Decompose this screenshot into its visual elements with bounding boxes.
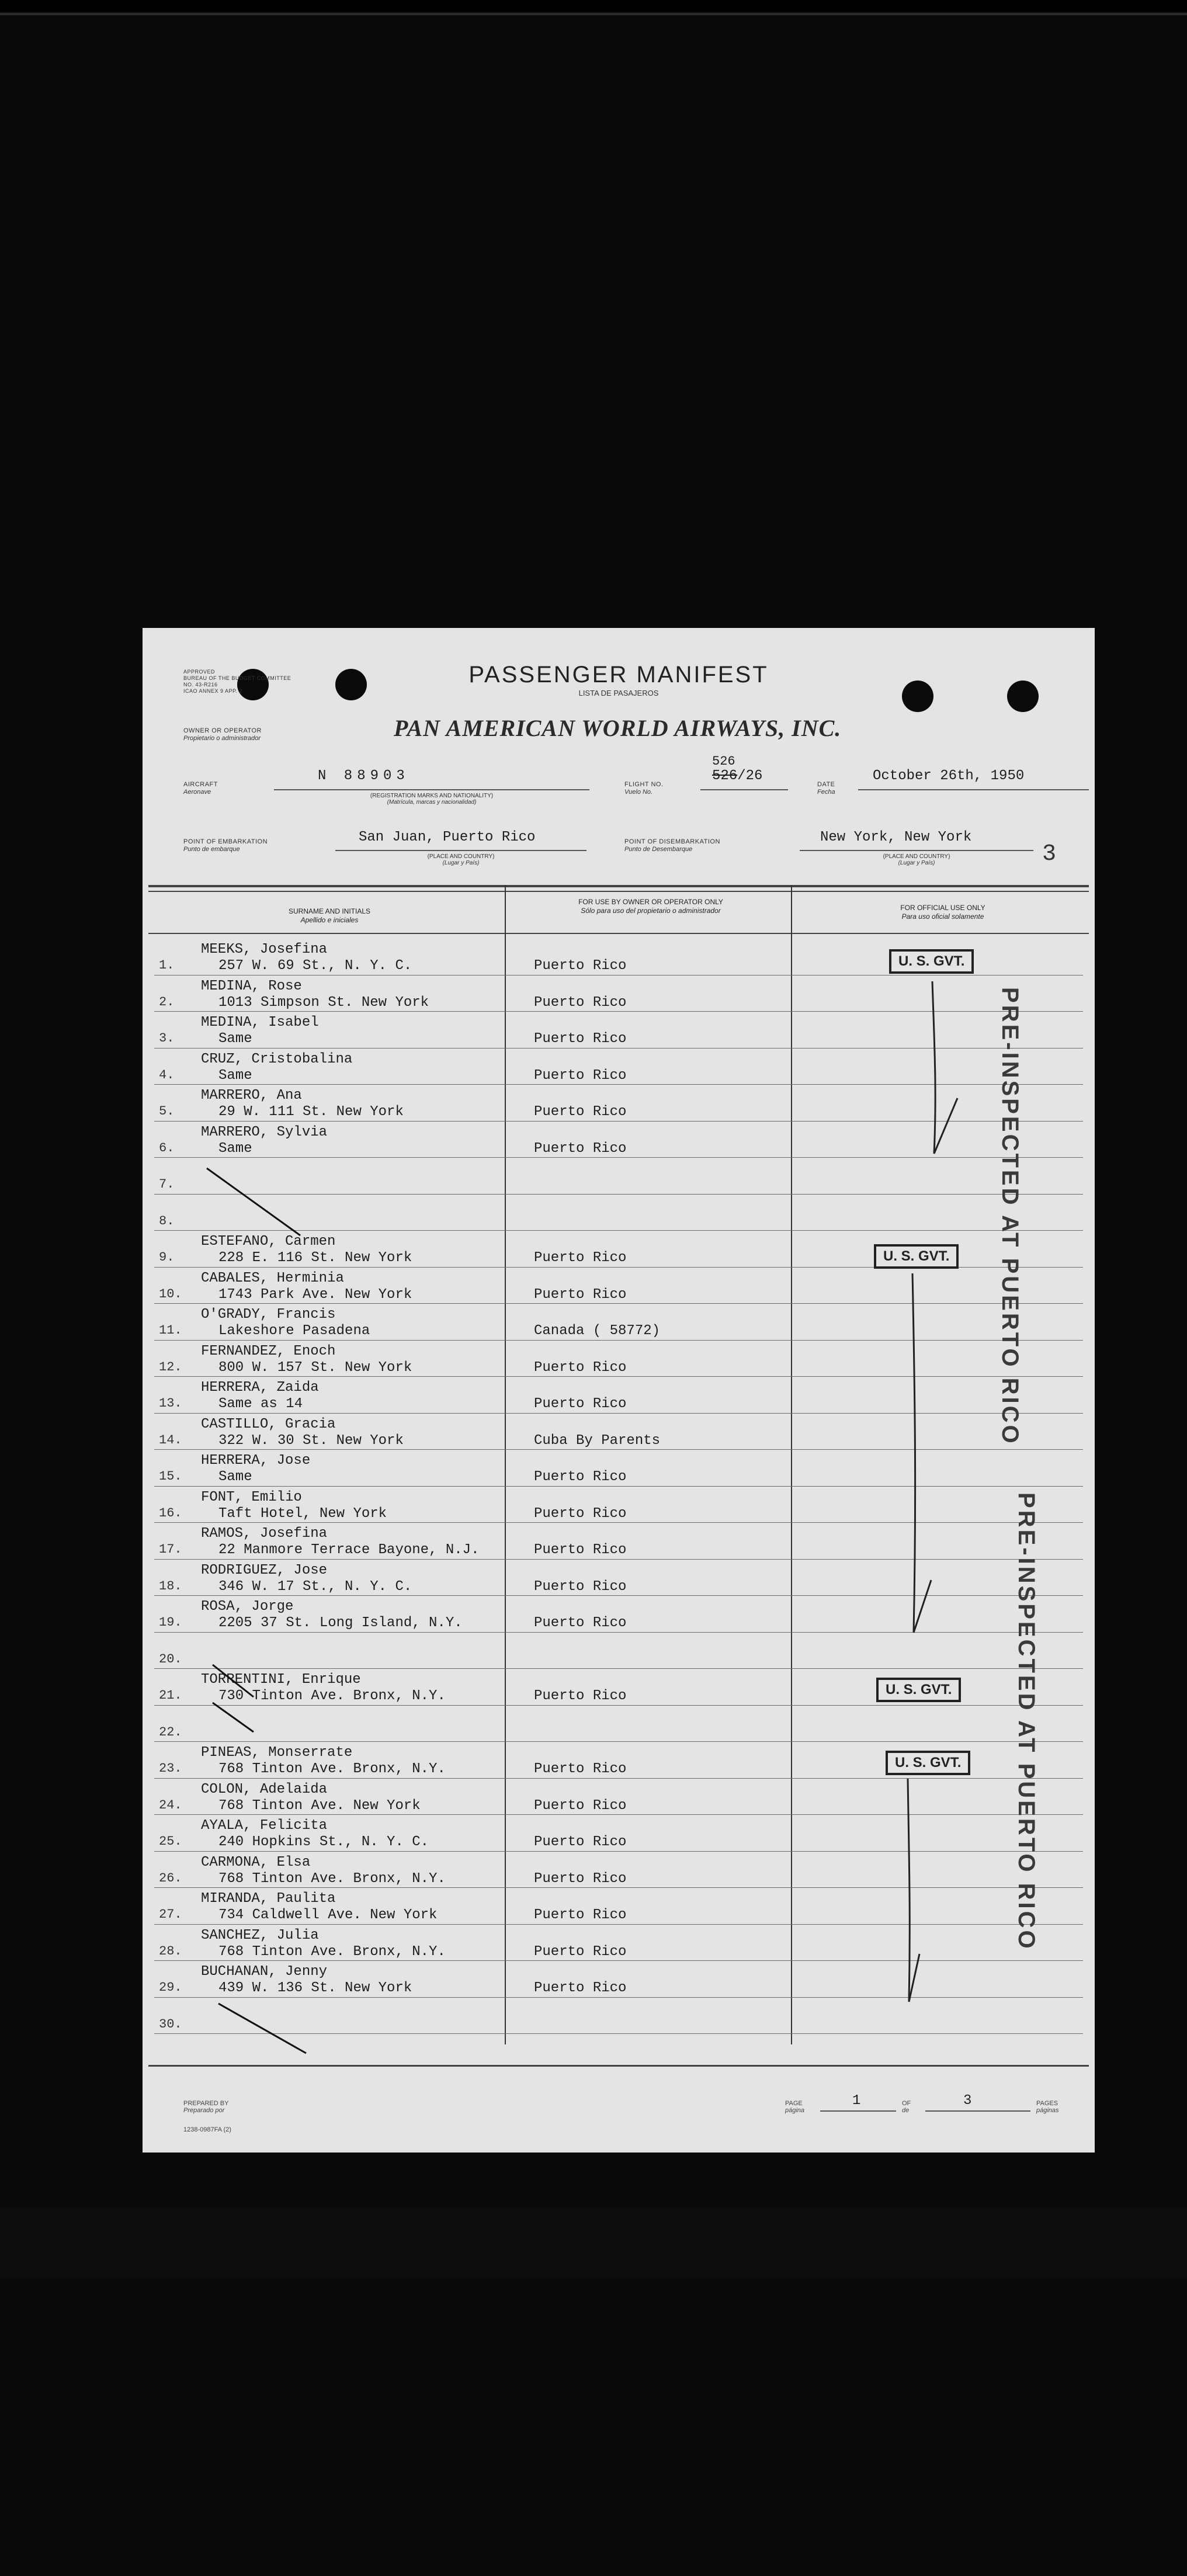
passenger-destination: Puerto Rico [534, 1797, 627, 1814]
row-number: 18. [159, 1578, 182, 1593]
row-number: 25. [159, 1834, 182, 1849]
passenger-name: COLON, Adelaida [201, 1781, 328, 1797]
passenger-address: 346 W. 17 St., N. Y. C. [218, 1578, 412, 1595]
pages-label [1036, 2100, 1059, 2114]
passenger-address: 768 Tinton Ave. New York [218, 1797, 421, 1814]
page-number: 1 [852, 2093, 861, 2109]
passenger-name: HERRERA, Jose [201, 1453, 311, 1468]
passenger-address: 730 Tinton Ave. Bronx, N.Y. [218, 1688, 446, 1704]
row-number: 2. [159, 994, 175, 1009]
passenger-address: 257 W. 69 St., N. Y. C. [218, 958, 412, 974]
date-label-es: Fecha [817, 789, 835, 796]
disembark-label-es: Punto de Desembarque [624, 846, 693, 853]
passenger-destination: Puerto Rico [534, 1031, 627, 1047]
form-number: 1238-0987FA (2) [183, 2126, 231, 2133]
aircraft-label-en: AIRCRAFT [183, 781, 218, 788]
flight-value-top: 526 [712, 754, 735, 769]
passenger-name: BUCHANAN, Jenny [201, 1964, 328, 1980]
corner-mark: 3 [1042, 841, 1057, 867]
us-govt-stamp: U. S. GVT. [889, 949, 974, 974]
passenger-name: CARMONA, Elsa [201, 1854, 311, 1870]
passenger-destination: Puerto Rico [534, 1396, 627, 1412]
total-pages: 3 [963, 2093, 972, 2109]
pre-inspected-stamp: PRE-INSPECTED AT PUERTO RICO [997, 987, 1023, 1446]
row-number: 13. [159, 1396, 182, 1411]
passenger-address: 1743 Park Ave. New York [218, 1286, 412, 1303]
check-mark [908, 1779, 919, 2002]
us-govt-stamp: U. S. GVT. [874, 1244, 959, 1269]
handwritten-marks [143, 628, 1095, 2153]
official-use-header-en: FOR OFFICIAL USE ONLY [900, 904, 985, 912]
row-number: 24. [159, 1797, 182, 1813]
passenger-destination: Puerto Rico [534, 958, 627, 974]
official-use-header-es: Para uso oficial solamente [901, 912, 984, 921]
film-edge [0, 0, 1187, 12]
passenger-destination: Puerto Rico [534, 1140, 627, 1157]
us-govt-stamp: U. S. GVT. [886, 1751, 970, 1775]
passenger-name: FONT, Emilio [201, 1489, 302, 1505]
flight-value-strike: 526 [712, 768, 738, 784]
passenger-name: MEDINA, Rose [201, 978, 302, 994]
row-number: 27. [159, 1907, 182, 1922]
page-label [785, 2100, 804, 2114]
manifest-subtitle: LISTA DE PASAJEROS [578, 689, 659, 697]
passenger-destination: Puerto Rico [534, 1250, 627, 1266]
row-number: 6. [159, 1140, 175, 1155]
passenger-destination: Puerto Rico [534, 994, 627, 1011]
row-number: 22. [159, 1724, 182, 1740]
row-number: 4. [159, 1067, 175, 1082]
strike-line [213, 1703, 254, 1732]
passenger-destination: Puerto Rico [534, 1505, 627, 1522]
row-number: 9. [159, 1250, 175, 1265]
approval-line: COMMITTEE [256, 675, 291, 681]
passenger-destination: Puerto Rico [534, 1688, 627, 1704]
passenger-address: Same [218, 1469, 252, 1485]
passenger-address: 768 Tinton Ave. Bronx, N.Y. [218, 1870, 446, 1887]
passenger-destination: Cuba By Parents [534, 1432, 661, 1449]
row-number: 20. [159, 1651, 182, 1667]
passenger-destination: Puerto Rico [534, 1542, 627, 1558]
owner-use-header-es: Sólo para uso del propietario o administrador [581, 907, 721, 915]
owner-use-header-en: FOR USE BY OWNER OR OPERATOR ONLY [578, 898, 723, 906]
passenger-manifest-page [143, 628, 1095, 2153]
prepared-by-es: Preparado por [183, 2107, 225, 2114]
passenger-name: HERRERA, Zaida [201, 1380, 319, 1395]
passenger-destination: Puerto Rico [534, 1104, 627, 1120]
date-label-en: DATE [817, 781, 835, 788]
pages-underline [925, 2110, 1030, 2112]
surname-header-en: SURNAME AND INITIALS [288, 907, 371, 915]
passenger-destination: Puerto Rico [534, 1067, 627, 1084]
passenger-name: CABALES, Herminia [201, 1270, 344, 1286]
row-number: 19. [159, 1615, 182, 1630]
passenger-name: AYALA, Felicita [201, 1818, 328, 1834]
row-number: 10. [159, 1286, 182, 1301]
passenger-destination: Puerto Rico [534, 1870, 627, 1887]
row-number: 15. [159, 1469, 182, 1484]
passenger-destination: Puerto Rico [534, 1980, 627, 1996]
page-underline [820, 2110, 896, 2112]
flight-value-suffix: /26 [737, 768, 763, 784]
passenger-address: 2205 37 St. Long Island, N.Y. [218, 1615, 463, 1631]
of-label-es: de [902, 2107, 910, 2114]
row-number: 26. [159, 1870, 182, 1886]
owner-label-es: Propietario o administrador [183, 735, 261, 742]
passenger-destination: Puerto Rico [534, 1834, 627, 1850]
passenger-name: RAMOS, Josefina [201, 1526, 328, 1542]
strike-line [213, 1665, 254, 1697]
passenger-name: ROSA, Jorge [201, 1599, 294, 1615]
passenger-name: CRUZ, Cristobalina [201, 1051, 353, 1067]
passenger-address: Lakeshore Pasadena [218, 1323, 370, 1339]
page-label-es: página [785, 2107, 805, 2114]
embark-value: San Juan, Puerto Rico [359, 829, 536, 845]
page-label-en: PAGE [785, 2100, 803, 2107]
passenger-name: O'GRADY, Francis [201, 1307, 336, 1322]
passenger-destination: Puerto Rico [534, 1578, 627, 1595]
passenger-address: Taft Hotel, New York [218, 1505, 387, 1522]
row-number: 28. [159, 1943, 182, 1959]
disembark-caption-es: (Lugar y País) [898, 860, 935, 866]
of-label [902, 2100, 911, 2114]
passenger-address: 240 Hopkins St., N. Y. C. [218, 1834, 429, 1850]
passenger-name: MEEKS, Josefina [201, 942, 328, 957]
flight-label-en: FLIGHT NO. [624, 781, 664, 788]
approval-line: APPROVED [183, 669, 216, 675]
approval-line: BUREAU OF THE BUDGET [183, 675, 255, 681]
check-mark [912, 1273, 931, 1633]
passenger-address: 322 W. 30 St. New York [218, 1432, 404, 1449]
passenger-address: Same [218, 1031, 252, 1047]
passenger-address: 768 Tinton Ave. Bronx, N.Y. [218, 1761, 446, 1777]
passenger-name: MARRERO, Sylvia [201, 1124, 328, 1140]
film-scratch [0, 13, 1187, 15]
passenger-address: 22 Manmore Terrace Bayone, N.J. [218, 1542, 480, 1558]
row-number: 8. [159, 1213, 175, 1228]
flight-label-es: Vuelo No. [624, 789, 653, 796]
owner-label-en: OWNER OR OPERATOR [183, 727, 262, 734]
passenger-address: 800 W. 157 St. New York [218, 1359, 412, 1376]
row-number: 14. [159, 1432, 182, 1447]
passenger-name: TORRENTINI, Enrique [201, 1672, 361, 1688]
disembark-value: New York, New York [820, 829, 972, 845]
embark-caption-es: (Lugar y País) [442, 860, 480, 866]
passenger-address: Same [218, 1140, 252, 1157]
pre-inspected-stamp: PRE-INSPECTED AT PUERTO RICO [1014, 1492, 1039, 1951]
row-number: 3. [159, 1031, 175, 1046]
aircraft-caption-es: (Matrícula, marcas y nacionalidad) [387, 799, 477, 806]
passenger-address: 768 Tinton Ave. Bronx, N.Y. [218, 1943, 446, 1960]
row-number: 11. [159, 1323, 182, 1338]
passenger-destination: Canada ( 58772) [534, 1323, 661, 1339]
row-number: 5. [159, 1104, 175, 1119]
approval-line: APP. 2 [225, 688, 242, 694]
aircraft-value: N 88903 [318, 768, 409, 784]
row-number: 30. [159, 2016, 182, 2032]
passenger-destination: Puerto Rico [534, 1907, 627, 1923]
check-mark [932, 981, 957, 1154]
strike-line [207, 1168, 300, 1235]
row-number: 7. [159, 1177, 175, 1192]
film-band-lower [0, 2208, 1187, 2278]
passenger-address: 1013 Simpson St. New York [218, 994, 429, 1011]
of-label-en: OF [902, 2100, 911, 2107]
row-number: 17. [159, 1542, 182, 1557]
carrier-name: PAN AMERICAN WORLD AIRWAYS, INC. [394, 715, 842, 741]
passenger-name: PINEAS, Monserrate [201, 1745, 353, 1761]
passenger-address: 29 W. 111 St. New York [218, 1104, 404, 1120]
passenger-name: ESTEFANO, Carmen [201, 1234, 336, 1249]
passenger-destination: Puerto Rico [534, 1286, 627, 1303]
embark-label-es: Punto de embarque [183, 846, 240, 853]
passenger-name: FERNANDEZ, Enoch [201, 1343, 336, 1359]
approval-line: NO. 43-R216 [183, 682, 218, 688]
passenger-address: 734 Caldwell Ave. New York [218, 1907, 438, 1923]
passenger-name: MEDINA, Isabel [201, 1015, 319, 1030]
row-number: 1. [159, 958, 175, 973]
passenger-destination: Puerto Rico [534, 1761, 627, 1777]
passenger-name: MIRANDA, Paulita [201, 1891, 336, 1907]
date-value: October 26th, 1950 [873, 768, 1025, 784]
row-number: 21. [159, 1688, 182, 1703]
passenger-destination: Puerto Rico [534, 1943, 627, 1960]
pages-label-en: PAGES [1036, 2100, 1058, 2107]
disembark-label-en: POINT OF DISEMBARKATION [624, 838, 720, 845]
passenger-address: 439 W. 136 St. New York [218, 1980, 412, 1996]
pages-label-es: páginas [1036, 2107, 1059, 2114]
passenger-destination: Puerto Rico [534, 1469, 627, 1485]
embark-caption-en: (PLACE AND COUNTRY) [427, 853, 495, 860]
aircraft-label-es: Aeronave [183, 789, 211, 796]
passenger-name: RODRIGUEZ, Jose [201, 1562, 328, 1578]
passenger-destination: Puerto Rico [534, 1359, 627, 1376]
row-number: 29. [159, 1980, 182, 1995]
passenger-address: 228 E. 116 St. New York [218, 1250, 412, 1266]
embark-label-en: POINT OF EMBARKATION [183, 838, 268, 845]
us-govt-stamp: U. S. GVT. [876, 1678, 961, 1702]
passenger-address: Same [218, 1067, 252, 1084]
strike-line [218, 2004, 306, 2053]
row-number: 16. [159, 1505, 182, 1520]
row-number: 23. [159, 1761, 182, 1776]
prepared-by-en: PREPARED BY [183, 2100, 229, 2107]
disembark-caption-en: (PLACE AND COUNTRY) [883, 853, 950, 860]
prepared-by-label [183, 2100, 228, 2114]
passenger-name: MARRERO, Ana [201, 1088, 302, 1103]
passenger-name: CASTILLO, Gracia [201, 1416, 336, 1432]
passenger-name: SANCHEZ, Julia [201, 1927, 319, 1943]
passenger-address: Same as 14 [218, 1396, 303, 1412]
aircraft-caption-en: (REGISTRATION MARKS AND NATIONALITY) [370, 793, 494, 799]
manifest-title: PASSENGER MANIFEST [468, 662, 769, 688]
approval-line: ICAO ANNEX 9 [183, 688, 224, 694]
row-number: 12. [159, 1359, 182, 1374]
passenger-destination: Puerto Rico [534, 1615, 627, 1631]
surname-header-es: Apellido e iniciales [300, 916, 359, 924]
